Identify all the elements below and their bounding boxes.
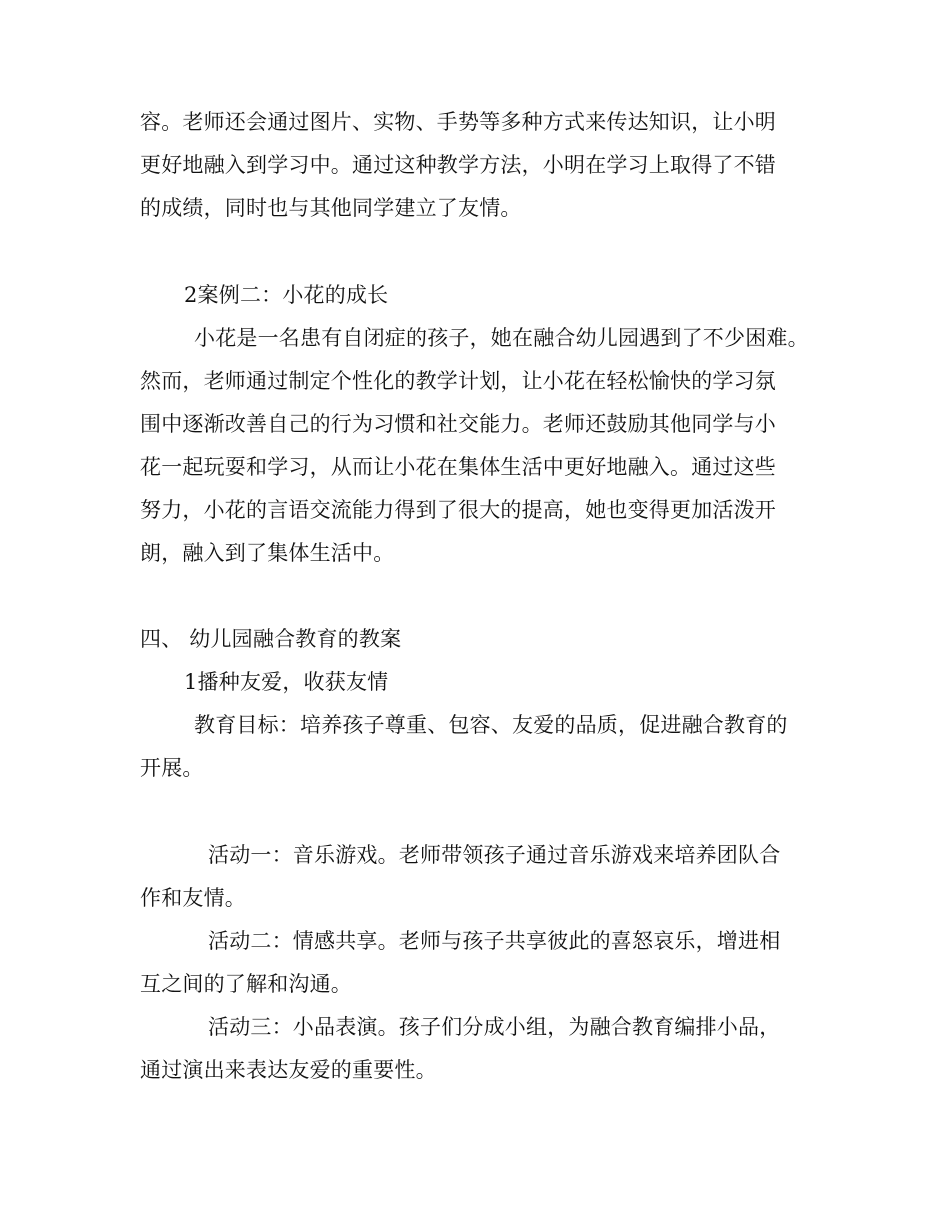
section-heading: 四、 幼儿园融合教育的教案 <box>140 627 402 651</box>
activity-line: 通过演出来表达友爱的重要性。 <box>140 1058 437 1082</box>
case-heading: 2案例二：小花的成长 <box>184 283 389 307</box>
paragraph-line: 更好地融入到学习中。通过这种教学方法，小明在学习上取得了不错 <box>140 153 776 177</box>
paragraph-line: 容。老师还会通过图片、实物、手势等多种方式来传达知识，让小明 <box>140 110 776 134</box>
paragraph-line: 然而，老师通过制定个性化的教学计划，让小花在轻松愉快的学习氛 <box>140 369 776 393</box>
paragraph-line: 围中逐渐改善自己的行为习惯和社交能力。老师还鼓励其他同学与小 <box>140 412 776 436</box>
paragraph-line: 努力，小花的言语交流能力得到了很大的提高，她也变得更加活泼开 <box>140 498 776 522</box>
paragraph-line: 花一起玩耍和学习，从而让小花在集体生活中更好地融入。通过这些 <box>140 455 776 479</box>
paragraph-line: 开展。 <box>140 756 204 780</box>
paragraph-line: 的成绩，同时也与其他同学建立了友情。 <box>140 196 522 220</box>
plan-heading: 1播种友爱，收获友情 <box>184 670 389 694</box>
activity-line: 活动二：情感共享。老师与孩子共享彼此的喜怒哀乐，增进相 <box>208 929 781 953</box>
activity-line: 作和友情。 <box>140 886 246 910</box>
activity-line: 互之间的了解和沟通。 <box>140 972 352 996</box>
paragraph-line: 小花是一名患有自闭症的孩子，她在融合幼儿园遇到了不少困难。 <box>194 326 809 350</box>
paragraph-line: 朗，融入到了集体生活中。 <box>140 541 395 565</box>
paragraph-line: 教育目标：培养孩子尊重、包容、友爱的品质，促进融合教育的 <box>194 713 788 737</box>
activity-line: 活动三：小品表演。孩子们分成小组，为融合教育编排小品， <box>208 1015 781 1039</box>
activity-line: 活动一：音乐游戏。老师带领孩子通过音乐游戏来培养团队合 <box>208 843 781 867</box>
